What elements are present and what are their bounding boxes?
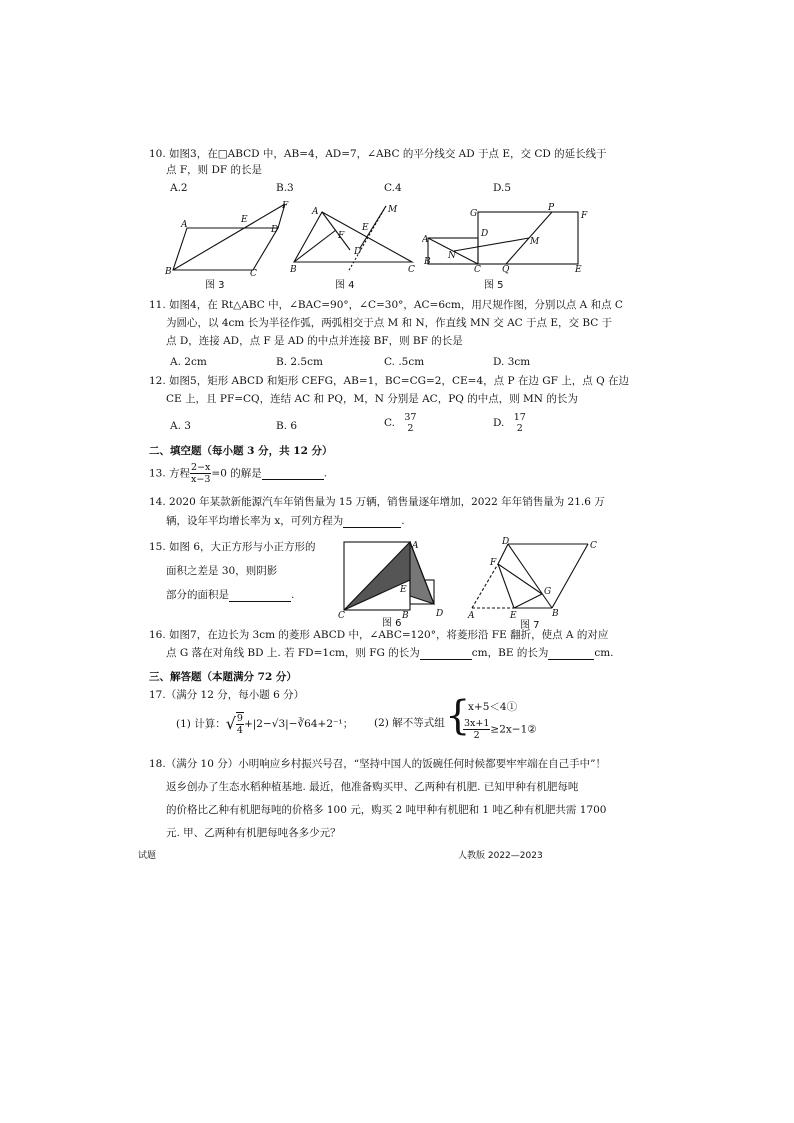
q10-option-c: C.4 — [384, 182, 402, 194]
fig7-caption: 图 7 — [520, 620, 540, 631]
fig3-label-d: D — [271, 225, 279, 235]
q16-line2c: cm. — [594, 647, 614, 659]
q18-line2: 返乡创办了生态水稻种植基地. 最近，他准备购买甲、乙两种有机肥. 已知甲种有机肥每吨 — [166, 781, 579, 793]
fig3-label-e: E — [241, 215, 248, 225]
q15-line3-text: 部分的面积是 — [166, 589, 229, 601]
q14-end: . — [401, 515, 405, 527]
fig5-label-g: G — [470, 209, 478, 219]
q14-line1: 14. 2020 年某款新能源汽车年销售量为 15 万辆，销售量逐年增加，2022 年年销售量为 21.6 万 — [149, 496, 605, 508]
q17-ineq2-fraction — [463, 718, 490, 741]
fig5-label-b: B — [424, 257, 431, 267]
fig4-label-e: E — [362, 223, 369, 233]
fig6-label-a: A — [412, 541, 419, 551]
fig4-label-b: B — [290, 265, 297, 275]
q17-part2: (2) 解不等式组 — [374, 717, 445, 729]
fig5-label-m: M — [530, 237, 540, 247]
fig4-label-a: A — [312, 207, 319, 217]
q11-line3: 点 D，连接 AD，点 F 是 AD 的中点并连接 BF，则 BF 的长是 — [166, 335, 463, 347]
fig4-label-c: C — [408, 265, 415, 275]
q17-ineq2-rest: ≥2x−1② — [490, 723, 537, 736]
q17-part1-label: (1) 计算： — [176, 718, 226, 730]
q11-option-b: B. 2.5cm — [276, 356, 323, 368]
fig3-label-a: A — [181, 220, 188, 230]
fig7-label-f: F — [490, 558, 497, 568]
q14-line2-text: 辆，设年平均增长率为 x，可列方程为 — [166, 515, 344, 527]
figure-6 — [336, 536, 448, 622]
q17-ineq2-num: 3x+1 — [464, 718, 490, 729]
figure-4 — [290, 198, 420, 276]
fig3-caption: 图 3 — [205, 280, 225, 291]
q16-fg-blank[interactable] — [420, 647, 472, 660]
q12-option-c-den: 2 — [407, 423, 414, 434]
q12-option-c-label: C. — [384, 417, 395, 429]
fig7-label-b: B — [552, 609, 559, 619]
sqrt-symbol: √ — [225, 714, 236, 733]
q16-line2a: 点 G 落在对角线 BD 上. 若 FD=1cm，则 FG 的长为 — [166, 647, 420, 659]
fig6-caption: 图 6 — [382, 618, 402, 629]
q14-line2 — [166, 514, 405, 528]
q17-title: 17.（满分 12 分，每小题 6 分） — [149, 689, 305, 701]
q11-option-a: A. 2cm — [170, 356, 207, 368]
fig7-label-c: C — [590, 541, 597, 551]
q18-line3: 的价格比乙种有机肥每吨的价格多 100 元，购买 2 吨甲种有机肥和 1 吨乙种有机肥共需 1700 — [166, 804, 607, 816]
q12-option-d-fraction — [514, 412, 526, 434]
q16-be-blank[interactable] — [548, 647, 594, 660]
q15-line1: 15. 如图 6，大正方形与小正方形的 — [149, 541, 316, 553]
q13-suffix: =0 的解是 — [211, 467, 262, 480]
q13-answer-blank[interactable] — [262, 467, 324, 480]
footer-left: 试题 — [138, 851, 157, 861]
q15-line3 — [166, 588, 294, 602]
q12-option-c-fraction — [404, 412, 416, 434]
inequality-brace: { — [445, 693, 471, 739]
q10-option-a: A.2 — [170, 182, 188, 194]
fig7-label-a: A — [468, 611, 475, 620]
q15-answer-blank[interactable] — [229, 589, 291, 602]
fig6-label-c: C — [338, 611, 345, 621]
q10-line2: 点 F，则 DF 的长是 — [166, 164, 263, 176]
q15-end: . — [291, 589, 295, 601]
figure-7 — [462, 536, 602, 620]
q12-option-c — [384, 412, 416, 434]
q10-line1: 10. 如图3，在□ABCD 中，AB=4，AD=7，∠ABC 的平分线交 AD 于点 E，交 CD 的延长线于 — [149, 148, 607, 160]
fig5-label-p: P — [548, 203, 555, 213]
q13-num: 2−x — [191, 462, 211, 473]
q13-fraction — [190, 462, 211, 485]
fig7-label-e: E — [510, 611, 517, 620]
q11-option-c: C. .5cm — [384, 356, 425, 368]
q17-ineq2-den: 2 — [473, 730, 480, 741]
fig3-label-b: B — [165, 267, 172, 277]
q18-line1: 18.（满分 10 分）小明响应乡村振兴号召，“坚持中国人的饭碗任何时候都要牢牢端在自己手中”！ — [149, 758, 606, 770]
fig5-label-a: A — [422, 235, 429, 245]
q12-line1: 12. 如图5，矩形 ABCD 和矩形 CEFG，AB=1，BC=CG=2，CE=4，点 P 在边 GF 上，点 Q 在边 — [149, 375, 630, 387]
q16-line2 — [166, 646, 614, 660]
footer-right: 人教版 2022—2023 — [458, 851, 543, 861]
fig4-label-m: M — [388, 205, 398, 215]
q11-line1: 11. 如图4，在 Rt△ABC 中，∠BAC=90°，∠C=30°，AC=6cm，用尺规作图，分别以点 A 和点 C — [149, 299, 623, 311]
q17-ineq2 — [463, 718, 537, 741]
fig5-label-n: N — [448, 251, 456, 261]
q16-line1: 16. 如图7，在边长为 3cm 的菱形 ABCD 中，∠ABC=120°，将菱形沿 FE 翻折，使点 A 的对应 — [149, 629, 609, 641]
q12-option-d-num: 17 — [513, 412, 526, 423]
q15-line2: 面积之差是 30，则阴影 — [166, 565, 278, 577]
q12-option-d — [493, 412, 526, 434]
fig7-label-g: G — [544, 587, 552, 597]
q12-option-c-num: 37 — [404, 412, 417, 423]
fig5-label-c: C — [474, 265, 481, 275]
fig3-label-c: C — [250, 269, 257, 278]
q11-line2: 为圆心，以 4cm 长为半径作弧，两弧相交于点 M 和 N，作直线 MN 交 AC 于点 E，交 BC 于 — [166, 317, 613, 329]
q18-line4: 元. 甲、乙两种有机肥每吨各多少元？ — [166, 827, 341, 839]
fig4-label-d: D — [354, 247, 362, 257]
fig4-label-f: F — [338, 231, 345, 241]
q10-option-b: B.3 — [276, 182, 294, 194]
q12-option-b: B. 6 — [276, 420, 298, 432]
fig5-label-d: D — [481, 229, 489, 239]
fig5-label-f: F — [581, 211, 588, 221]
fig7-label-d: D — [502, 537, 510, 547]
fig5-caption: 图 5 — [484, 280, 504, 291]
fig6-label-b: B — [402, 611, 409, 621]
q13-end: . — [323, 467, 328, 480]
q16-line2b: cm，BE 的长为 — [471, 647, 549, 659]
q12-option-a: A. 3 — [170, 420, 191, 432]
fig5-label-q: Q — [502, 265, 510, 275]
figure-5 — [422, 200, 592, 276]
section3-title: 三、解答题（本题满分 72 分） — [149, 671, 297, 683]
fig3-label-f: F — [282, 201, 289, 211]
q12-option-d-den: 2 — [516, 423, 523, 434]
q17-expr-rest: +|2−√3|−∛64+2⁻¹； — [243, 718, 354, 730]
q11-option-d: D. 3cm — [493, 356, 531, 368]
q12-line2: CE 上，且 PF=CQ，连结 AC 和 PQ，M，N 分别是 AC，PQ 的中点，则 MN 的长为 — [166, 393, 578, 405]
q10-option-d: D.5 — [493, 182, 512, 194]
q14-answer-blank[interactable] — [343, 515, 401, 528]
fig5-label-e: E — [575, 265, 582, 275]
q17-sqrt-fraction — [236, 712, 244, 736]
fig6-label-e: E — [400, 585, 407, 595]
fig4-caption: 图 4 — [335, 280, 355, 291]
q13-prefix: 13. 方程 — [149, 467, 191, 480]
q17-sqrt-den: 4 — [236, 725, 243, 736]
q17-sqrt-num: 9 — [236, 713, 243, 724]
q13-den: x−3 — [191, 474, 211, 485]
section2-title: 二、填空题（每小题 3 分，共 12 分） — [149, 445, 333, 457]
q13 — [149, 462, 327, 485]
figure-3 — [165, 198, 290, 278]
q12-option-d-label: D. — [493, 417, 505, 429]
q17-part1 — [176, 712, 353, 736]
fig6-label-d: D — [436, 609, 444, 619]
q17-ineq1: x+5＜4① — [468, 701, 518, 713]
